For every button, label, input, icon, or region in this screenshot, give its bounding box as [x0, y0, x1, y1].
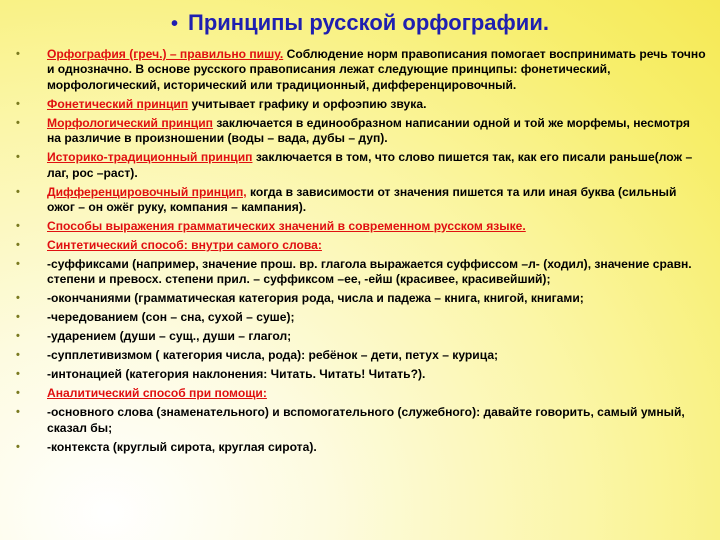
- item-text: -контекста (круглый сирота, круглая сирота).: [47, 439, 317, 454]
- list-item: [16, 219, 706, 234]
- slide-title: [0, 10, 720, 36]
- item-text: -окончаниями (грамматическая категория рода, числа и падежа – книга, книгой, книгами;: [47, 291, 584, 306]
- bullet: •: [16, 349, 20, 362]
- item-text: -супплетивизмом ( категория числа, рода): ребёнок – дети, петух – курица;: [47, 348, 499, 363]
- highlighted-term: Фонетический принцип: [47, 96, 189, 111]
- item-text: -основного слова (знаменательного) и вспомогательного (служебного): давайте говорить, самый умный, сказал бы;: [47, 405, 685, 435]
- list-item: [16, 150, 706, 181]
- item-text: заключается в том, что слово пишется так, как его писали раньше(лож –лаг, рос –раст).: [47, 150, 693, 180]
- bullet: •: [16, 116, 20, 129]
- bullet: •: [16, 292, 20, 305]
- bullet: •: [16, 406, 20, 419]
- list-item: [16, 367, 706, 382]
- bullet: •: [16, 368, 20, 381]
- title-text: Принципы русской орфографии.: [188, 10, 549, 35]
- bullet: •: [16, 440, 20, 453]
- item-text: -чередованием (сон – сна, сухой – суше);: [47, 310, 295, 325]
- highlighted-term: Способы выражения грамматических значений в современном русском языке.: [47, 219, 526, 234]
- bullet: •: [16, 48, 20, 60]
- item-text: когда в зависимости от значения пишется та или иная буква (сильный ожог – он ожёг руку, компания – кампания).: [47, 184, 677, 215]
- list-item: [16, 257, 706, 288]
- highlighted-term: Аналитический способ при помощи:: [47, 386, 267, 401]
- highlighted-term: Орфография (греч.) – правильно пишу.: [47, 47, 284, 61]
- list-item: [16, 310, 706, 325]
- bullet: •: [16, 311, 20, 324]
- bullet: •: [16, 97, 20, 110]
- bullet: •: [16, 330, 20, 343]
- item-text: учитывает графику и орфоэпию звука.: [188, 96, 427, 111]
- list-item: [16, 291, 706, 306]
- list-item: [16, 440, 706, 455]
- list-item: [16, 97, 706, 112]
- list-item: [16, 405, 706, 436]
- content-list: [16, 47, 706, 459]
- highlighted-term: Морфологический принцип: [47, 115, 213, 130]
- list-item: [16, 116, 706, 147]
- bullet: •: [16, 185, 20, 198]
- list-item: [16, 238, 706, 253]
- item-text: Соблюдение норм правописания помогает воспринимать речь точно и однозначно. В основе русского правописания лежат следующие принципы: фонетический, морфологический, исторический или традиционный, дифференцировочный.: [47, 47, 706, 92]
- item-text: -суффиксами (например, значение прош. вр. глагола выражается суффиссом –л- (ходил), значение сравн. степени и превосх. степени прил. – суффиксом –ее, -ейш (красивее, красивейший);: [47, 257, 692, 287]
- bullet: •: [16, 239, 20, 252]
- list-item: [16, 329, 706, 344]
- bullet: •: [16, 387, 20, 400]
- list-item: [16, 185, 706, 216]
- bullet: •: [16, 258, 20, 271]
- title-bullet: •: [171, 13, 179, 35]
- list-item: [16, 47, 706, 93]
- bullet: •: [16, 151, 20, 164]
- highlighted-term: Дифференцировочный принцип,: [47, 184, 247, 199]
- bullet: •: [16, 220, 20, 233]
- item-text: -ударением (души – сущ., души – глагол;: [47, 329, 292, 344]
- item-text: заключается в единообразном написании одной и той же морфемы, несмотря на различие в произношении (воды – вада, дубы – дуп).: [47, 115, 690, 146]
- list-item: [16, 348, 706, 363]
- highlighted-term: Историко-традиционный принцип: [47, 150, 253, 165]
- list-item: [16, 386, 706, 401]
- highlighted-term: Синтетический способ: внутри самого слова:: [47, 238, 322, 253]
- item-text: -интонацией (категория наклонения: Читать. Читать! Читать?).: [47, 367, 426, 382]
